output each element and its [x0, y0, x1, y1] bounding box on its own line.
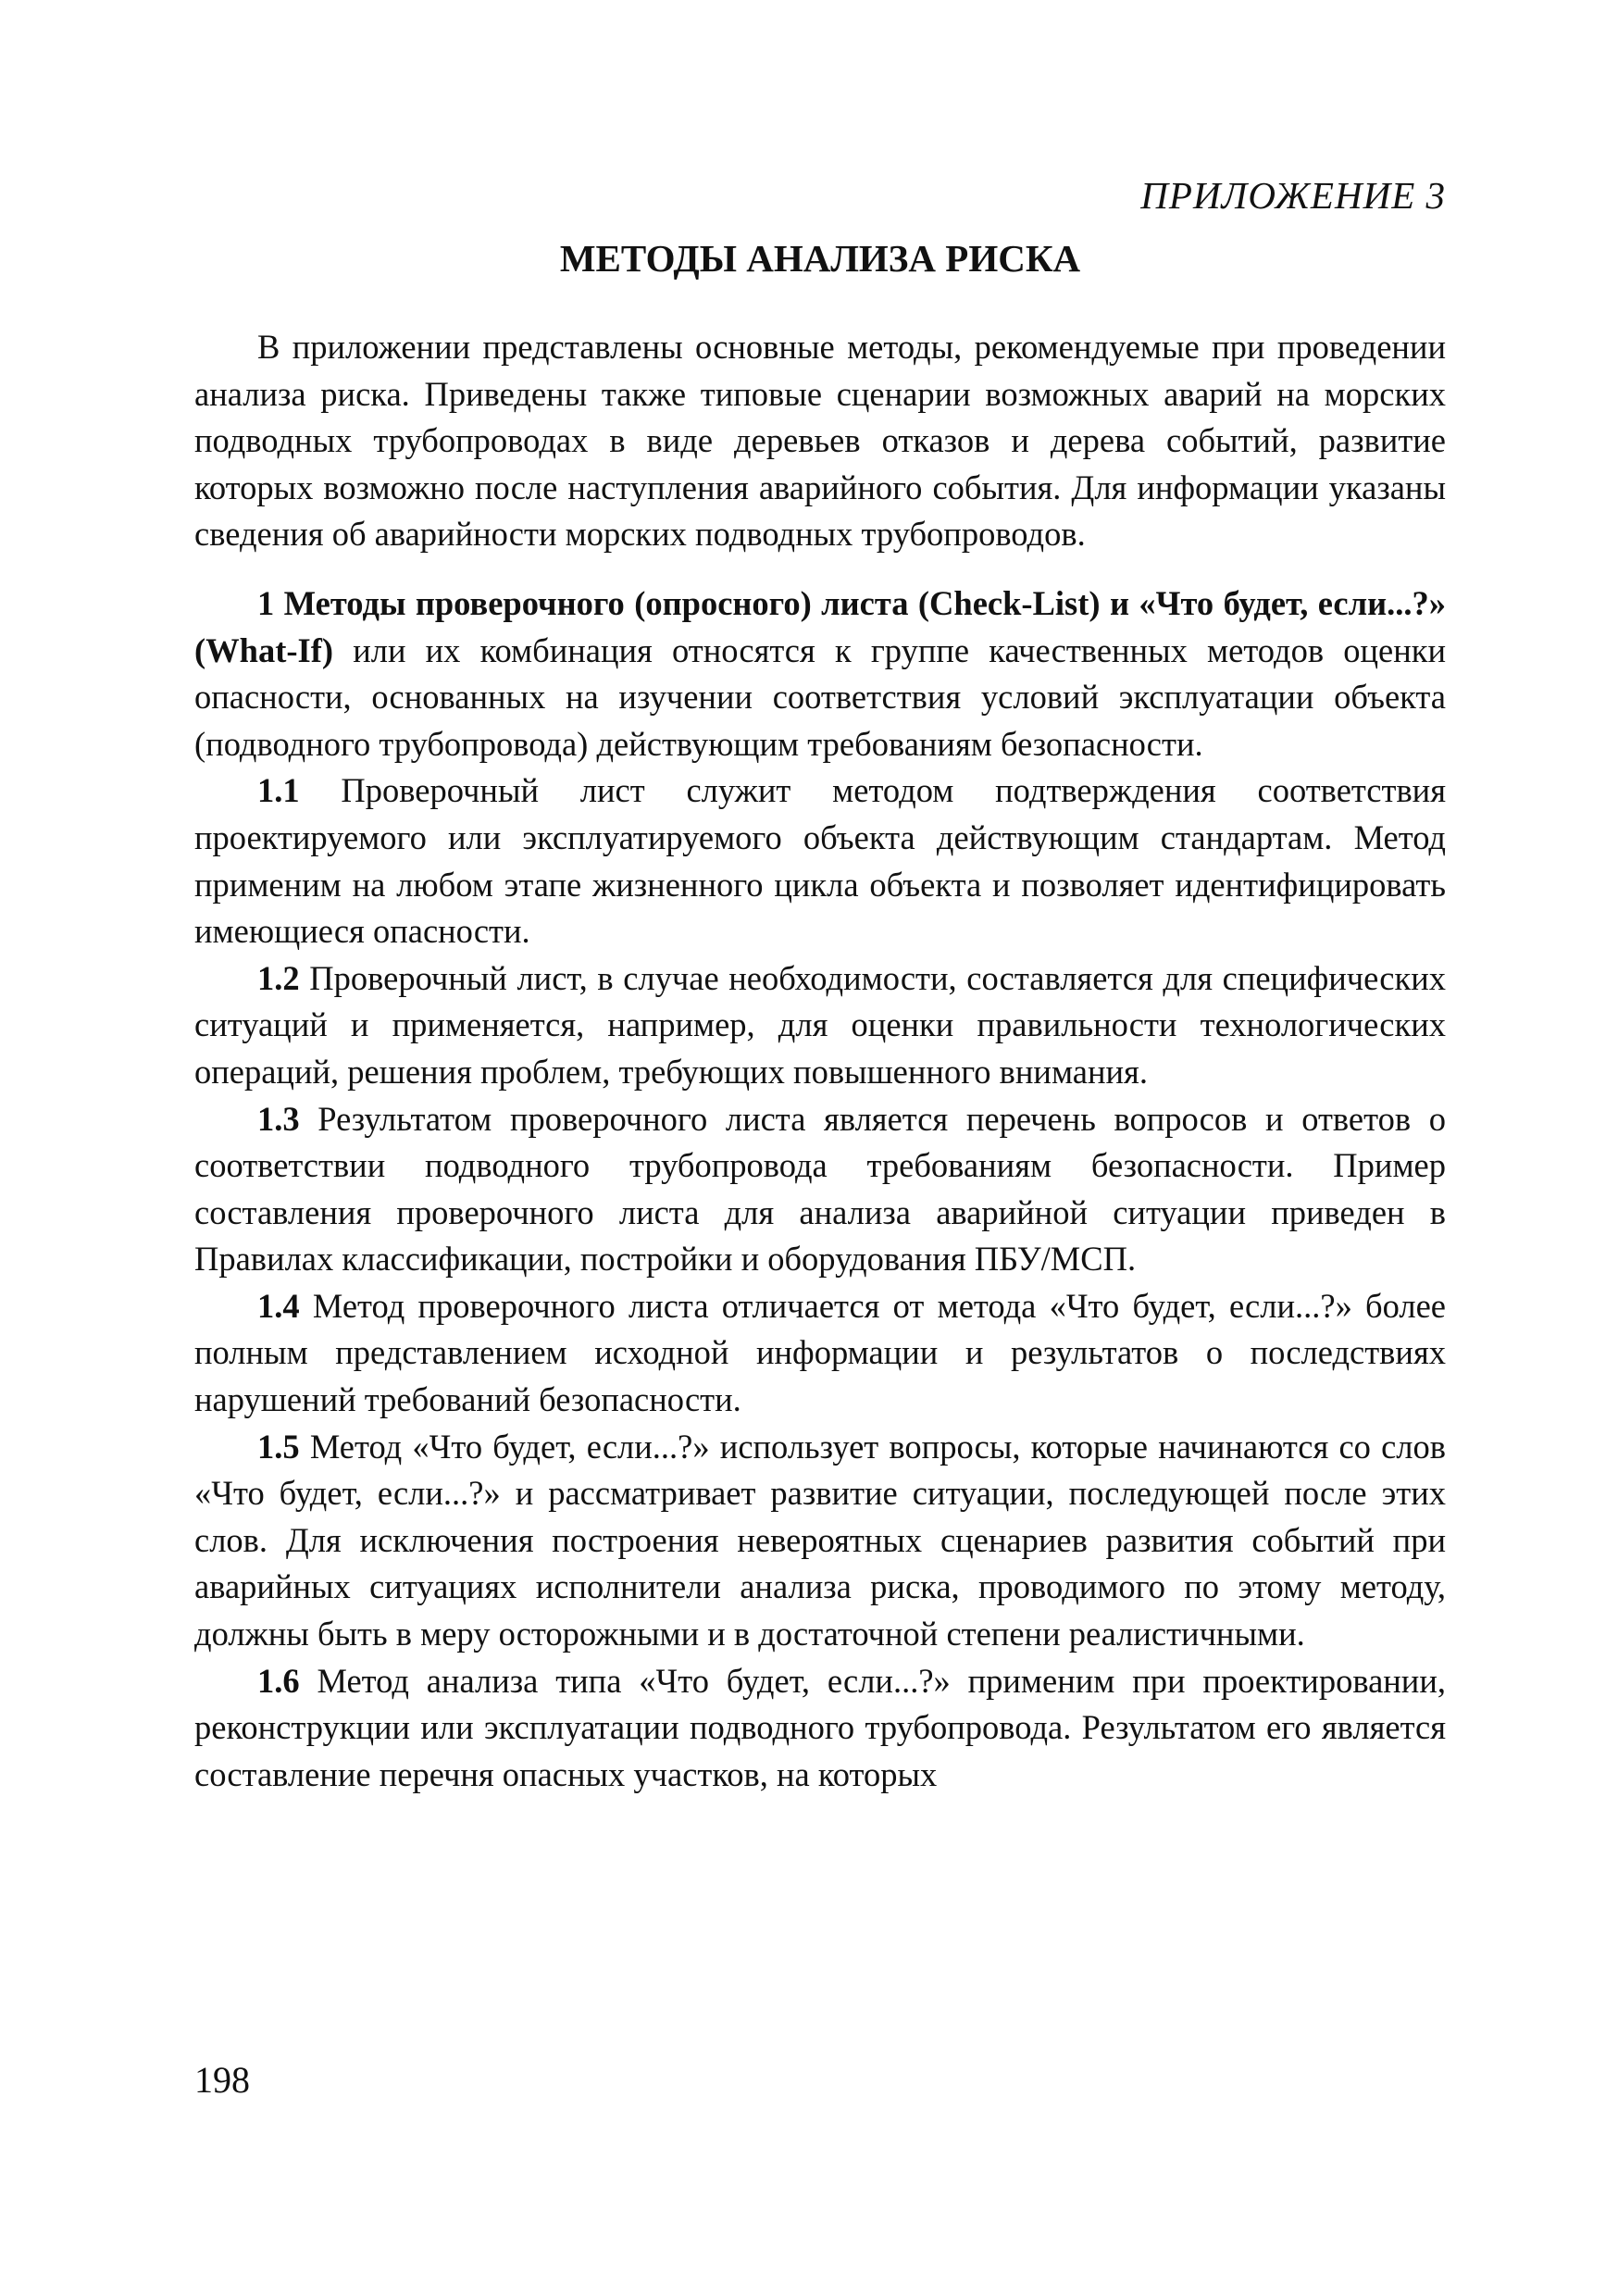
item-1-3 — [194, 1096, 1446, 1283]
item-number: 1.2 — [257, 958, 300, 997]
item-1-1 — [194, 767, 1446, 955]
section-1-text: или их комбинация относятся к группе качественных методов оценки опасности, основанных на изучении соответствия условий эксплуатации объекта (подводного трубопровода) действующим требованиям безопасности. — [194, 630, 1446, 763]
item-1-5 — [194, 1424, 1446, 1658]
page-title: МЕТОДЫ АНАЛИЗА РИСКА — [559, 237, 1081, 280]
intro-paragraph: В приложении представлены основные методы, рекомендуемые при проведении анализа риска. Приведены также типовые сценарии возможных аварий на морских подводных трубопроводах в виде деревьев отказов и дерева событий, развитие которых возможно после наступления аварийного события. Для информации указаны сведения об аварийности морских подводных трубопроводов. — [194, 328, 1446, 554]
appendix-label: ПРИЛОЖЕНИЕ 3 — [1140, 174, 1446, 217]
section-1-paragraph — [194, 580, 1446, 767]
item-number: 1.3 — [257, 1099, 300, 1138]
item-number: 1.6 — [257, 1661, 300, 1700]
item-text: Метод анализа типа «Что будет, если...?» применим при проектировании, реконструкции или эксплуатации подводного трубопровода. Результатом его является составление перечня опасных участков, на которых — [194, 1661, 1446, 1793]
item-number: 1.4 — [257, 1286, 300, 1325]
item-number: 1.5 — [257, 1427, 300, 1466]
item-1-6 — [194, 1658, 1446, 1799]
item-text: Проверочный лист служит методом подтверждения соответствия проектируемого или эксплуатируемого объекта действующим стандартам. Метод применим на любом этапе жизненного цикла объекта и позволяет идентифицировать имеющиеся опасности. — [194, 771, 1446, 951]
body-text — [194, 324, 1446, 1798]
item-1-2 — [194, 955, 1446, 1096]
item-text: Метод «Что будет, если...?» использует вопросы, которые начинаются со слов «Что будет, если...?» и рассматривает развитие ситуации, последующей после этих слов. Для исключения построения невероятных сценариев развития событий при аварийных ситуациях исполнители анализа риска, проводимого по этому методу, должны быть в меру осторожными и в достаточной степени реалистичными. — [194, 1427, 1446, 1653]
item-text: Проверочный лист, в случае необходимости, составляется для специфических ситуаций и применяется, например, для оценки правильности технологических операций, решения проблем, требующих повышенного внимания. — [194, 958, 1446, 1091]
item-1-4 — [194, 1283, 1446, 1424]
section-1-heading: 1 Методы проверочного (опросного) листа (Check-List) и «Что будет, если...?» (What-If) — [194, 583, 1446, 669]
page-number: 198 — [194, 2059, 250, 2101]
item-text: Метод проверочного листа отличается от метода «Что будет, если...?» более полным представлением исходной информации и результатов о последствиях нарушений требований безопасности. — [194, 1286, 1446, 1419]
item-number: 1.1 — [257, 771, 300, 810]
item-text: Результатом проверочного листа является перечень вопросов и ответов о соответствии подводного трубопровода требованиям безопасности. Пример составления проверочного листа для анализа аварийной ситуации приведен в Правилах классификации, постройки и оборудования ПБУ/МСП. — [194, 1099, 1446, 1279]
